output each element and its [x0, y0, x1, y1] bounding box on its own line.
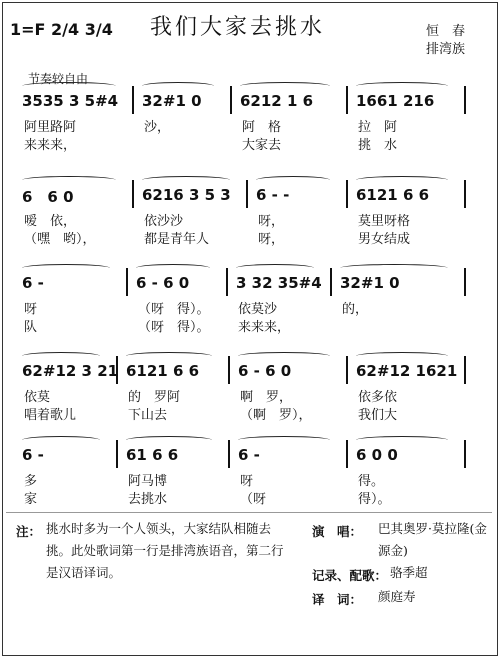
- measure-notes: 32#1 0: [340, 274, 400, 292]
- lyric-line-1: 得。: [358, 474, 385, 489]
- lyric-line-1: 沙，: [144, 120, 171, 135]
- lyric-line-1: 阿马博: [128, 474, 168, 489]
- measure-notes: 6 -: [22, 446, 44, 464]
- measure-notes: 32#1 0: [142, 92, 202, 110]
- lyric-line-2: 来来来，: [238, 320, 291, 335]
- slur: [238, 352, 330, 360]
- recorder-value: 骆季超: [390, 565, 428, 580]
- bar-line: [116, 440, 118, 468]
- lyric-line-1: 依莫: [24, 390, 51, 405]
- slur: [238, 436, 330, 444]
- lyric-line-1: 莫里呀格: [358, 214, 411, 229]
- measure-notes: 6121 6 6: [356, 186, 430, 204]
- lyric-line-2: （呀 得）。: [138, 320, 210, 335]
- lyric-line-1: 呀: [24, 302, 38, 317]
- lyric-line-2: 下山去: [128, 408, 168, 423]
- lyric-line-2: （啊 罗），: [240, 408, 312, 423]
- slur: [136, 264, 210, 272]
- measure-notes: 3 32 35#4: [236, 274, 322, 292]
- slur: [356, 352, 448, 360]
- slur: [356, 176, 448, 184]
- recorder-label: 记录、配歌：: [312, 568, 388, 583]
- bar-line: [330, 268, 332, 296]
- bar-line: [346, 86, 348, 114]
- singer-label: 演 唱：: [312, 524, 363, 539]
- tempo-marking: 节奏较自由: [28, 72, 89, 86]
- slur: [22, 82, 116, 90]
- bar-line: [346, 440, 348, 468]
- lyric-line-2: 挑 水: [358, 138, 398, 153]
- bar-line: [246, 180, 248, 208]
- slur: [142, 82, 214, 90]
- slur: [22, 176, 116, 184]
- lyric-line-1: 拉 阿: [358, 120, 398, 135]
- lyric-line-2: （嘿 哟），: [24, 232, 96, 247]
- lyric-line-2: 队: [24, 320, 38, 335]
- lyric-line-2: 呀，: [258, 232, 285, 247]
- note-text: 挑水时多为一个人领头，大家结队相随去挑。此处歌词第一行是排湾族语音，第二行是汉语译词。: [46, 521, 284, 580]
- lyric-line-1: 嗳 依，: [24, 214, 77, 229]
- measure-notes: 1661 216: [356, 92, 435, 110]
- measure-notes: 6216 3 5 3: [142, 186, 231, 204]
- measure-notes: 62#12 1621: [356, 362, 458, 380]
- lyric-line-1: 多: [24, 474, 38, 489]
- key-signature: 1=F 2/4 3/4: [10, 20, 113, 39]
- note-label: 注：: [16, 524, 42, 539]
- lyric-line-2: 唱着歌儿: [24, 408, 77, 423]
- slur: [256, 176, 330, 184]
- lyric-line-2: 大家去: [242, 138, 282, 153]
- slur: [22, 264, 110, 272]
- lyric-line-2: 去挑水: [128, 492, 168, 507]
- measure-notes: 6 -: [22, 274, 44, 292]
- composer-credit: 恒 春: [426, 24, 466, 39]
- bar-line: [126, 268, 128, 296]
- slur: [356, 436, 448, 444]
- bar-line: [228, 356, 230, 384]
- measure-notes: 62#12 3 21: [22, 362, 119, 380]
- slur: [340, 264, 448, 272]
- bar-line: [464, 268, 466, 296]
- slur: [142, 176, 230, 184]
- slur: [236, 264, 314, 272]
- lyric-line-1: 的，: [342, 302, 369, 317]
- measure-notes: 6 -: [238, 446, 260, 464]
- singer-value: 巴其奥罗·莫拉隆(金源金): [378, 521, 487, 558]
- lyric-line-1: 啊 罗，: [240, 390, 293, 405]
- lyric-line-1: 依多依: [358, 390, 398, 405]
- song-title: 我们大家去挑水: [150, 15, 326, 40]
- bar-line: [230, 86, 232, 114]
- slur: [126, 436, 212, 444]
- bar-line: [464, 440, 466, 468]
- slur: [22, 436, 100, 444]
- lyric-line-2: 男女结成: [358, 232, 411, 247]
- measure-notes: 6 - -: [256, 186, 290, 204]
- bar-line: [226, 268, 228, 296]
- lyric-line-2: 来来来，: [24, 138, 77, 153]
- lyric-line-1: 呀: [240, 474, 254, 489]
- measure-notes: 61 6 6: [126, 446, 179, 464]
- bar-line: [132, 180, 134, 208]
- lyric-line-1: 依莫沙: [238, 302, 278, 317]
- measure-notes: 6 - 6 0: [136, 274, 190, 292]
- lyric-line-1: 依沙沙: [144, 214, 184, 229]
- slur: [126, 352, 212, 360]
- lyric-line-1: 的 罗阿: [128, 390, 181, 405]
- bar-line: [346, 356, 348, 384]
- measure-notes: 6 0 0: [356, 446, 398, 464]
- lyric-line-1: 呀，: [258, 214, 285, 229]
- bar-line: [228, 440, 230, 468]
- bar-line: [132, 86, 134, 114]
- translator-label: 译 词：: [312, 592, 363, 607]
- lyric-line-2: （呀: [240, 492, 267, 507]
- lyric-line-2: 我们大: [358, 408, 398, 423]
- lyric-line-1: 阿里路阿: [24, 120, 77, 135]
- slur: [240, 82, 330, 90]
- measure-notes: 6212 1 6: [240, 92, 314, 110]
- lyric-line-2: 都是青年人: [144, 232, 210, 247]
- lyric-line-2: 家: [24, 492, 38, 507]
- measure-notes: 6 - 6 0: [238, 362, 292, 380]
- slur: [356, 82, 448, 90]
- measure-notes: 6121 6 6: [126, 362, 200, 380]
- slur: [22, 352, 100, 360]
- translator-value: 颜庭寿: [378, 589, 416, 604]
- lyric-line-1: 阿 格: [242, 120, 282, 135]
- bar-line: [346, 180, 348, 208]
- lyric-line-2: 得）。: [358, 492, 391, 507]
- arranger-credit: 排湾族: [426, 42, 466, 57]
- section-divider: [6, 512, 492, 513]
- bar-line: [464, 180, 466, 208]
- measure-notes: 3535 3 5#4: [22, 92, 119, 110]
- measure-notes: 6 6 0: [22, 188, 74, 206]
- lyric-line-1: （呀 得）。: [138, 302, 210, 317]
- bar-line: [464, 86, 466, 114]
- bar-line: [464, 356, 466, 384]
